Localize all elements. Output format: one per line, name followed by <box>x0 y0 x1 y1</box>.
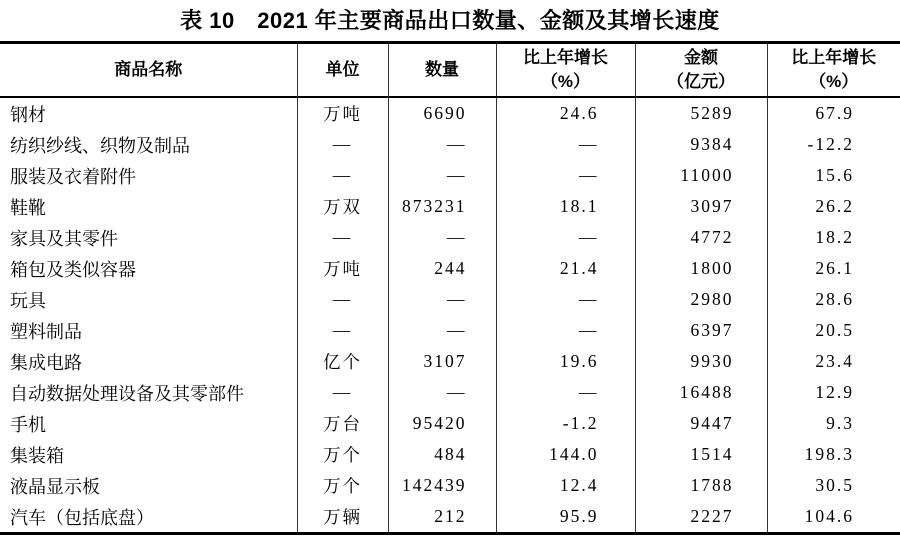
amount-growth-cell: 15.6 <box>767 160 900 191</box>
unit-cell: — <box>297 284 388 315</box>
amount-growth-cell: 67.9 <box>767 97 900 129</box>
quantity-cell: 244 <box>388 253 496 284</box>
amount-cell: 1788 <box>635 470 767 501</box>
commodity-name-cell: 服装及衣着附件 <box>10 166 136 187</box>
amount-growth-cell: 198.3 <box>767 439 900 470</box>
amount-growth-cell: 18.2 <box>767 222 900 253</box>
header-label-line2: （亿元） <box>667 72 735 91</box>
commodity-name-cell: 钢材 <box>10 104 46 125</box>
unit-cell: 万台 <box>297 408 388 439</box>
amount-cell: 9447 <box>635 408 767 439</box>
header-amount <box>635 43 767 98</box>
quantity-cell: — <box>388 284 496 315</box>
table-body <box>0 97 900 534</box>
quantity-growth-cell: — <box>496 284 635 315</box>
unit-cell: — <box>297 222 388 253</box>
quantity-growth-cell: 24.6 <box>496 97 635 129</box>
table-row <box>0 470 900 501</box>
quantity-cell: 95420 <box>388 408 496 439</box>
unit-cell: 万吨 <box>297 253 388 284</box>
quantity-growth-cell: 18.1 <box>496 191 635 222</box>
quantity-cell: 6690 <box>388 97 496 129</box>
unit-cell: 万双 <box>297 191 388 222</box>
commodity-name-cell: 纺织纱线、织物及制品 <box>10 135 190 156</box>
table-row <box>0 253 900 284</box>
commodity-name-cell: 塑料制品 <box>10 321 82 342</box>
table-row <box>0 346 900 377</box>
unit-cell: — <box>297 129 388 160</box>
header-label: 商品名称 <box>114 60 183 79</box>
table-row <box>0 315 900 346</box>
table-row <box>0 160 900 191</box>
quantity-growth-cell: 95.9 <box>496 501 635 534</box>
table-row <box>0 439 900 470</box>
quantity-growth-cell: — <box>496 222 635 253</box>
quantity-cell: 3107 <box>388 346 496 377</box>
amount-growth-cell: 104.6 <box>767 501 900 534</box>
amount-growth-cell: -12.2 <box>767 129 900 160</box>
header-label-line1: 比上年增长 <box>791 48 877 67</box>
unit-cell: 亿个 <box>297 346 388 377</box>
quantity-cell: — <box>388 315 496 346</box>
table-row <box>0 222 900 253</box>
table-row <box>0 284 900 315</box>
quantity-growth-cell: — <box>496 129 635 160</box>
table-row <box>0 408 900 439</box>
quantity-cell: 142439 <box>388 470 496 501</box>
header-quantity <box>388 43 496 98</box>
commodity-name-cell: 自动数据处理设备及其零部件 <box>10 383 244 404</box>
quantity-growth-cell: 19.6 <box>496 346 635 377</box>
commodity-name-cell: 玩具 <box>10 290 46 311</box>
table-row <box>0 501 900 534</box>
unit-cell: 万吨 <box>297 97 388 129</box>
table-title: 表 10 2021 年主要商品出口数量、金额及其增长速度 <box>180 8 720 33</box>
commodity-name-cell: 箱包及类似容器 <box>10 259 136 280</box>
unit-cell: — <box>297 377 388 408</box>
table-row <box>0 377 900 408</box>
unit-cell: 万个 <box>297 439 388 470</box>
quantity-cell: — <box>388 377 496 408</box>
table-row <box>0 97 900 129</box>
quantity-cell: 873231 <box>388 191 496 222</box>
amount-cell: 5289 <box>635 97 767 129</box>
quantity-growth-cell: 144.0 <box>496 439 635 470</box>
quantity-cell: 212 <box>388 501 496 534</box>
amount-growth-cell: 26.1 <box>767 253 900 284</box>
amount-growth-cell: 30.5 <box>767 470 900 501</box>
quantity-cell: — <box>388 222 496 253</box>
table-header-row <box>0 43 900 98</box>
amount-growth-cell: 20.5 <box>767 315 900 346</box>
header-label: 单位 <box>325 60 360 79</box>
quantity-cell: — <box>388 160 496 191</box>
amount-growth-cell: 23.4 <box>767 346 900 377</box>
quantity-growth-cell: -1.2 <box>496 408 635 439</box>
amount-growth-cell: 28.6 <box>767 284 900 315</box>
header-label-line1: 金额 <box>684 48 718 67</box>
amount-cell: 16488 <box>635 377 767 408</box>
header-label-line1: 比上年增长 <box>523 48 608 67</box>
quantity-growth-cell: 12.4 <box>496 470 635 501</box>
amount-cell: 2980 <box>635 284 767 315</box>
table-row <box>0 191 900 222</box>
header-unit <box>297 43 388 98</box>
header-amount-growth <box>767 43 900 98</box>
quantity-growth-cell: 21.4 <box>496 253 635 284</box>
commodity-name-cell: 集成电路 <box>10 352 82 373</box>
amount-growth-cell: 9.3 <box>767 408 900 439</box>
unit-cell: — <box>297 315 388 346</box>
amount-cell: 9930 <box>635 346 767 377</box>
commodity-name-cell: 集装箱 <box>10 445 64 466</box>
amount-cell: 11000 <box>635 160 767 191</box>
amount-cell: 1514 <box>635 439 767 470</box>
quantity-growth-cell: — <box>496 315 635 346</box>
header-label-line2: （%） <box>540 72 591 91</box>
commodity-name-cell: 鞋靴 <box>10 197 46 218</box>
commodity-name-cell: 汽车（包括底盘） <box>10 507 154 528</box>
header-quantity-growth <box>496 43 635 98</box>
unit-cell: — <box>297 160 388 191</box>
header-label-line2: （%） <box>809 72 859 91</box>
quantity-growth-cell: — <box>496 160 635 191</box>
quantity-growth-cell: — <box>496 377 635 408</box>
commodity-name-cell: 液晶显示板 <box>10 476 100 497</box>
quantity-cell: — <box>388 129 496 160</box>
header-commodity-name <box>0 43 297 98</box>
header-label: 数量 <box>425 60 459 79</box>
amount-cell: 6397 <box>635 315 767 346</box>
unit-cell: 万辆 <box>297 501 388 534</box>
quantity-cell: 484 <box>388 439 496 470</box>
amount-growth-cell: 12.9 <box>767 377 900 408</box>
amount-cell: 1800 <box>635 253 767 284</box>
commodity-name-cell: 家具及其零件 <box>10 228 118 249</box>
unit-cell: 万个 <box>297 470 388 501</box>
amount-cell: 3097 <box>635 191 767 222</box>
export-table <box>0 41 900 535</box>
commodity-name-cell: 手机 <box>10 414 46 435</box>
amount-cell: 9384 <box>635 129 767 160</box>
amount-growth-cell: 26.2 <box>767 191 900 222</box>
table-row <box>0 129 900 160</box>
amount-cell: 4772 <box>635 222 767 253</box>
amount-cell: 2227 <box>635 501 767 534</box>
